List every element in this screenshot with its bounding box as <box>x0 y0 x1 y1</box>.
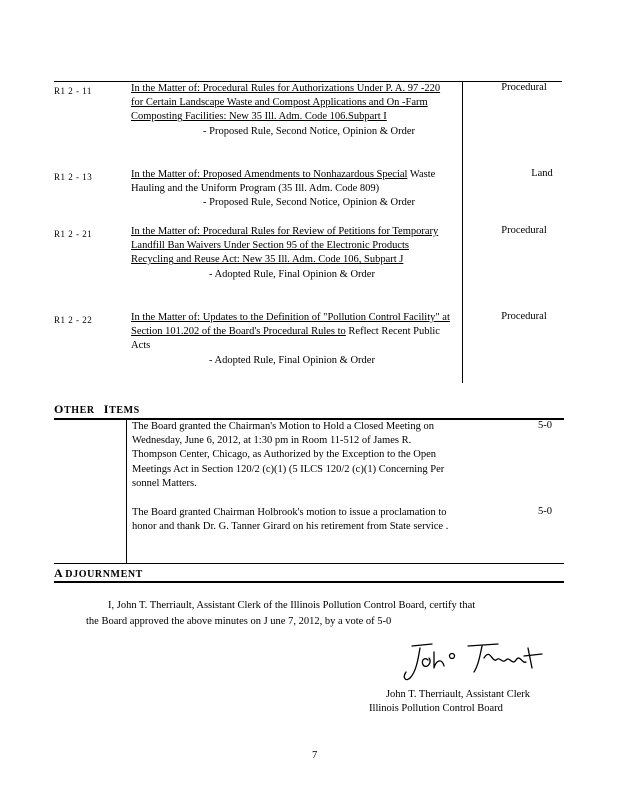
rule-action: - Proposed Rule, Second Notice, Opinion & Order <box>203 197 416 209</box>
rule-category: Procedural <box>501 311 547 322</box>
other-items-column-divider <box>126 418 127 563</box>
rule-entry <box>131 225 453 282</box>
signatory-name: John T. Therriault, Assistant Clerk <box>385 689 531 700</box>
rule-action: - Adopted Rule, Final Opinion & Order <box>209 268 375 280</box>
signatory-organization: Illinois Pollution Control Board <box>369 703 503 714</box>
rule-category: Land <box>531 168 553 179</box>
other-items-heading: OTHER ITEMS <box>54 402 140 416</box>
rule-entry <box>131 311 453 368</box>
rule-action: - Proposed Rule, Second Notice, Opinion & Order <box>203 125 416 137</box>
other-item-vote: 5-0 <box>538 506 552 517</box>
adjournment-heading: A DJOURNMENT <box>54 566 143 580</box>
rule-title: In the Matter of: Procedural Rules for Review of Petitions for Temporary Landfill Ban Waivers Under Section 95 of the Electronic Products Recycling and Reuse Act: New 35 Ill. Adm. Code 106, Subpart J <box>131 226 439 266</box>
other-item-text: The Board granted Chairman Holbrook's motion to issue a proclamation to honor and thank Dr. G. Tanner Girard on his retirement from State service . <box>132 507 449 533</box>
adjournment-rule <box>54 581 564 583</box>
rule-entry <box>131 168 453 211</box>
certification-line: I, John T. Therriault, Assistant Clerk of the Illinois Pollution Control Board, certify that <box>108 600 476 611</box>
rule-entry <box>131 82 453 139</box>
other-item-vote: 5-0 <box>538 420 552 431</box>
rule-title: In the Matter of: Proposed Amendments to Nonhazardous Special <box>131 169 408 180</box>
rule-title-continued: Waste Hauling and the Uniform Program (35 Ill. Adm. Code 809) <box>131 169 436 195</box>
rule-category: Procedural <box>501 225 547 236</box>
handwritten-signature <box>398 638 548 686</box>
certification-text <box>86 598 546 630</box>
rule-title: In the Matter of: Procedural Rules for Authorizations Under P. A. 97 -220 for Certain Landscape Waste and Compost Applications and On -Farm Composting Facilities: New 35 Ill. Adm. Code 106.Subpart I <box>131 83 441 123</box>
rule-category: Procedural <box>501 82 547 93</box>
certification-line: the Board approved the above minutes on J une 7, 2012, by a vote of 5-0 <box>86 616 392 627</box>
rule-title: In the Matter of: Updates to the Definition of "Pollution Control Facility" at Section 101.202 of the Board's Procedural Rules to <box>131 312 450 338</box>
rule-number: R1 2 - 21 <box>54 229 93 239</box>
rules-table-column-divider <box>462 81 463 383</box>
other-item-text: The Board granted the Chairman's Motion to Hold a Closed Meeting on Wednesday, June 6, 2012, at 1:30 pm in Room 11-512 of James R. Thompson Center, Chicago, as Authorized by the Exception to the Open Meetings Act in Section 120/2 (c)(1) (5 ILCS 120/2 (c)(1) Concerning Per sonnel Matters. <box>132 421 445 489</box>
other-items-bottom-border <box>54 563 564 564</box>
page-number: 7 <box>312 750 318 761</box>
rule-action: - Adopted Rule, Final Opinion & Order <box>209 354 375 366</box>
rule-number: R1 2 - 13 <box>54 172 93 182</box>
rule-number: R1 2 - 11 <box>54 86 92 96</box>
rule-number: R1 2 - 22 <box>54 315 93 325</box>
rule-title-continued: Reflect Recent Public Acts <box>131 326 440 352</box>
